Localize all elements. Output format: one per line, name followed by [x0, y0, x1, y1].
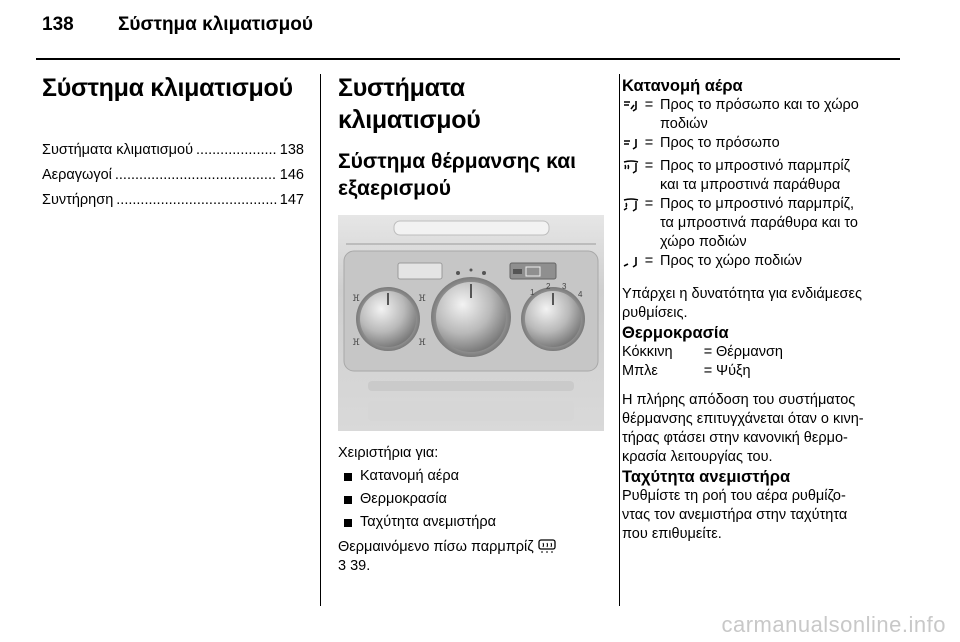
column-divider-right	[619, 74, 620, 606]
toc-leader-dots	[116, 192, 277, 208]
equals-sign: =	[644, 158, 654, 174]
face-and-footwell-icon	[622, 96, 642, 134]
intermediate-settings-note	[622, 285, 910, 323]
note-line: ρυθμίσεις.	[622, 305, 688, 321]
temperature-value: Ψύξη	[716, 363, 751, 379]
watermark: carmanualsonline.info	[721, 612, 946, 637]
list-item-text: Κατανομή αέρα	[360, 468, 460, 484]
fan-speed-number: 3	[562, 282, 567, 291]
toc-entry-label: Συντήρηση	[42, 192, 114, 208]
equals-sign: =	[644, 253, 654, 269]
section-column	[338, 72, 604, 576]
column-divider-left	[320, 74, 321, 606]
rear-window-heater-icon	[538, 539, 556, 553]
distribution-text	[656, 195, 910, 252]
list-item	[338, 491, 604, 507]
subsection-title-line: εξαερισμού	[338, 177, 452, 200]
toc-entry[interactable]	[42, 167, 304, 192]
rear-window-text: Θερμαινόμενο πίσω παρμπρίζ	[338, 539, 534, 555]
section-title: Συστήματα κλιματισμού	[338, 74, 481, 134]
distribution-text: Προς το χώρο ποδιών	[660, 253, 803, 269]
bullet-square-icon	[344, 473, 352, 481]
footwell-icon	[622, 252, 642, 275]
equals-sign: =	[644, 135, 654, 151]
svg-text:ⴼ: ⴼ	[418, 294, 426, 304]
list-item	[338, 468, 604, 484]
distribution-text: Προς το πρόσωπο	[660, 135, 780, 151]
svg-text:ⴼ: ⴼ	[418, 338, 426, 348]
windscreen-and-footwell-icon	[622, 195, 642, 252]
reference-page-link[interactable]: 39.	[350, 558, 371, 574]
temperature-key: Κόκκινη	[622, 344, 673, 360]
distribution-text-line: Προς το μπροστινό παρμπρίζ	[660, 158, 850, 174]
chapter-title: Σύστημα κλιματισμού	[42, 74, 293, 102]
rear-window-reference	[338, 538, 604, 576]
distribution-text-line: Προς το μπροστινό παρμπρίζ,	[660, 196, 855, 212]
toc-entry-label: Αεραγωγοί	[42, 167, 112, 183]
list-item-text: Ταχύτητα ανεμιστήρα	[360, 514, 496, 530]
note-line: Ρυθμίστε τη ροή του αέρα ρυθμίζο-	[622, 488, 846, 504]
svg-text:ⴼ: ⴼ	[352, 294, 360, 304]
distribution-text-line: τα μπροστινά παράθυρα και το	[660, 215, 858, 231]
distribution-row	[622, 96, 910, 134]
note-line: Η πλήρης απόδοση του συστήματος	[622, 392, 856, 408]
temperature-key: Μπλε	[622, 363, 658, 379]
fan-speed-number: 1	[530, 288, 535, 297]
air-distribution-heading: Κατανομή αέρα	[622, 77, 743, 95]
distribution-row	[622, 252, 910, 275]
page-number: 138	[42, 14, 74, 35]
distribution-row	[622, 134, 910, 157]
toc-entry-page: 138	[279, 142, 304, 158]
note-line: τήρας φτάσει στην κανονική θερμο-	[622, 430, 848, 446]
distribution-text	[656, 96, 910, 134]
windscreen-icon	[622, 157, 642, 195]
temperature-row	[622, 362, 910, 381]
distribution-text-line: χώρο ποδιών	[660, 234, 747, 250]
face-vent-icon	[622, 134, 642, 157]
note-line: Υπάρχει η δυνατότητα για ενδιάμεσες	[622, 286, 862, 302]
toc-entry-label: Συστήματα κλιματισμού	[42, 142, 194, 158]
toc-entry-page: 146	[279, 167, 304, 183]
heating-performance-note	[622, 391, 910, 467]
equals-sign: =	[644, 97, 654, 113]
fan-speed-number: 2	[546, 282, 551, 291]
note-line: ντας τον ανεμιστήρα στην ταχύτητα	[622, 507, 848, 523]
distribution-text-line: Προς το πρόσωπο και το χώρο	[660, 97, 859, 113]
table-of-contents	[42, 142, 304, 217]
toc-leader-dots	[196, 142, 277, 158]
toc-entry-page: 147	[279, 192, 304, 208]
reference-arrow: 3	[338, 558, 347, 574]
list-item-text: Θερμοκρασία	[360, 491, 447, 507]
subsection-title-line: Σύστημα θέρμανσης και	[338, 150, 576, 173]
fan-speed-number: 4	[578, 290, 583, 299]
svg-text:ⴼ: ⴼ	[352, 338, 360, 348]
toc-entry[interactable]	[42, 142, 304, 167]
equals-sign: =	[703, 344, 713, 360]
distribution-text	[656, 157, 910, 195]
heater-control-panel-photo	[338, 215, 604, 431]
chapter-column	[42, 72, 304, 217]
distribution-text-line: και τα μπροστινά παράθυρα	[660, 177, 841, 193]
temperature-row	[622, 343, 910, 362]
details-column	[622, 76, 910, 544]
subsection-title	[338, 148, 604, 202]
distribution-row	[622, 157, 910, 195]
fan-speed-heading: Ταχύτητα ανεμιστήρα	[622, 468, 791, 486]
distribution-row	[622, 195, 910, 252]
bullet-square-icon	[344, 519, 352, 527]
note-line: θέρμανσης επιτυγχάνεται όταν ο κινη-	[622, 411, 864, 427]
header-rule	[36, 58, 900, 60]
note-line: που επιθυμείτε.	[622, 526, 722, 542]
equals-sign: =	[703, 363, 713, 379]
toc-entry[interactable]	[42, 192, 304, 217]
temperature-value: Θέρμανση	[716, 344, 783, 360]
toc-leader-dots	[115, 167, 277, 183]
fan-speed-note	[622, 487, 910, 544]
note-line: κρασία λειτουργίας του.	[622, 449, 773, 465]
equals-sign: =	[644, 196, 654, 212]
running-header: Σύστημα κλιματισμού	[118, 14, 313, 35]
bullet-square-icon	[344, 496, 352, 504]
distribution-text-line: ποδιών	[660, 116, 708, 132]
list-item	[338, 514, 604, 530]
controls-intro: Χειριστήρια για:	[338, 445, 439, 461]
temperature-heading: Θερμοκρασία	[622, 324, 729, 342]
